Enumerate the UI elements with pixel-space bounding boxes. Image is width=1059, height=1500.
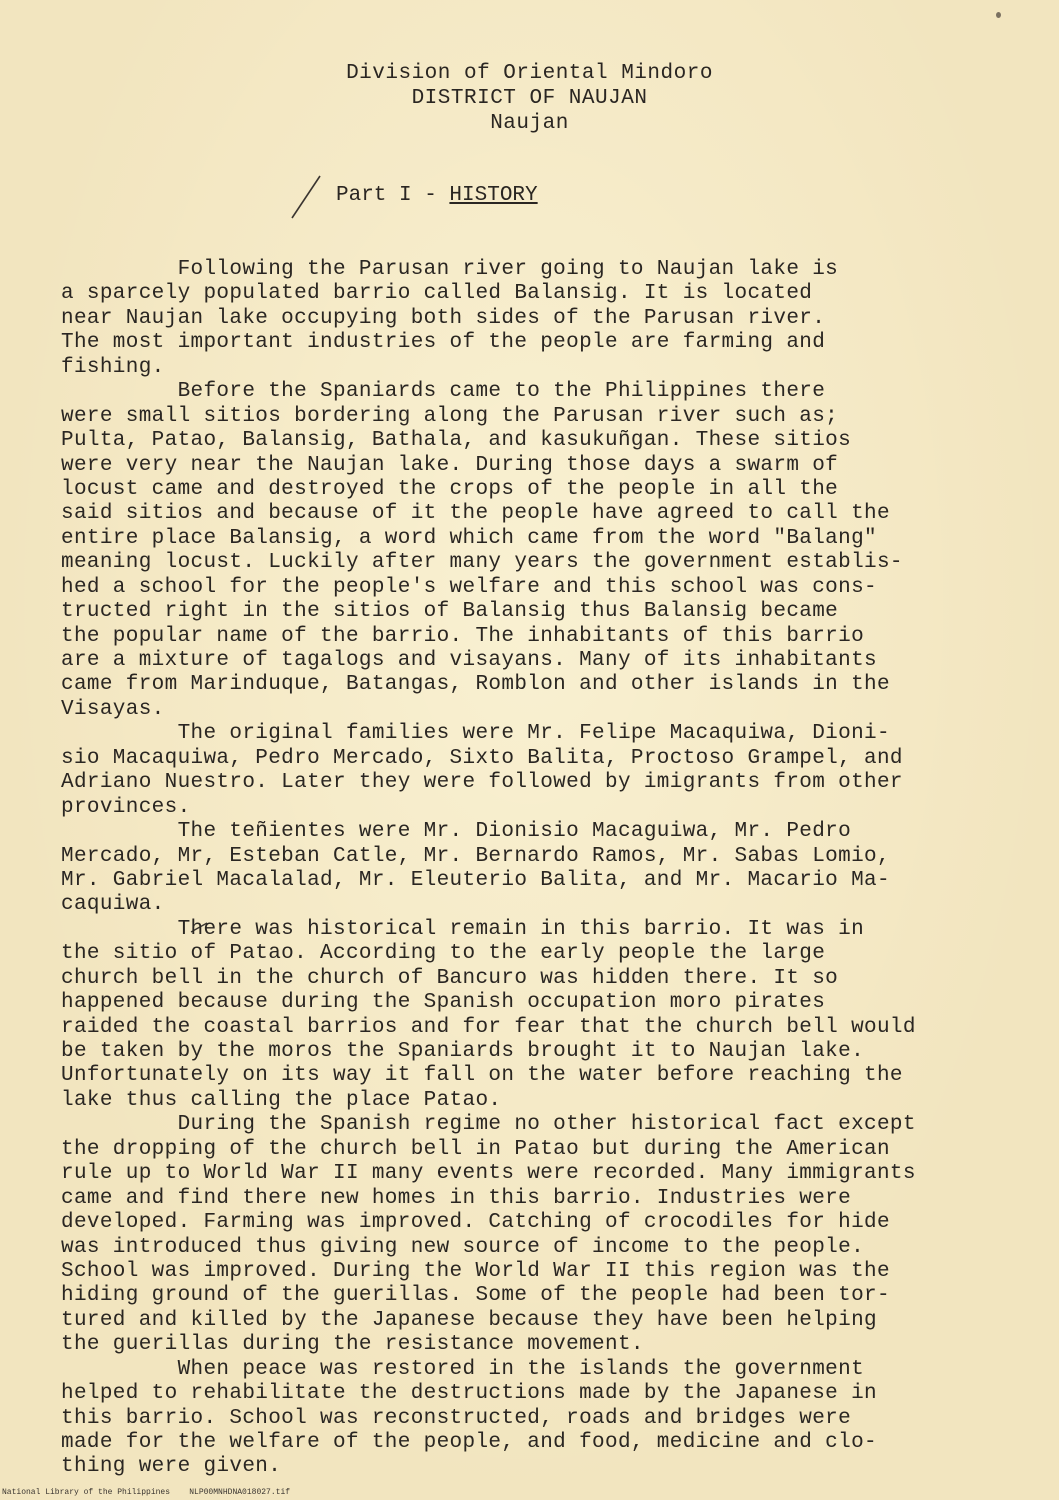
body-line: the popular name of the barrio. The inhabitants of this barrio	[61, 624, 865, 648]
body-line: sio Macaquiwa, Pedro Mercado, Sixto Balita, Proctoso Grampel, and	[61, 746, 903, 770]
paper-speck	[996, 12, 1001, 18]
body-line: near Naujan lake occupying both sides of the Parusan river.	[61, 306, 826, 330]
body-line: helped to rehabilitate the destructions made by the Japanese in	[61, 1382, 877, 1406]
district-line: DISTRICT OF NAUJAN	[411, 87, 648, 110]
part-prefix: Part I -	[336, 184, 450, 207]
body-line: Adriano Nuestro. Later they were followed by imigrants from other	[61, 771, 903, 795]
body-line: developed. Farming was improved. Catching of crocodiles for hide	[61, 1211, 890, 1235]
body-line: Pulta, Patao, Balansig, Bathala, and kasukuñgan. These sitios	[61, 429, 852, 453]
part-title: HISTORY	[449, 184, 538, 207]
body-line: hiding ground of the guerillas. Some of the people had been tor-	[61, 1284, 890, 1308]
body-line: Before the Spaniards came to the Philippines there	[61, 380, 826, 404]
body-line: caquiwa.	[61, 893, 165, 917]
body-line: meaning locust. Luckily after many years the government establis-	[61, 551, 903, 575]
body-line: The original families were Mr. Felipe Macaquiwa, Dioni-	[61, 722, 890, 746]
body-line: this barrio. School was reconstructed, roads and bridges were	[61, 1406, 852, 1430]
history-body-text	[61, 258, 1036, 1480]
body-line: came from Marinduque, Batangas, Romblon and other islands in the	[61, 673, 890, 697]
body-line: The most important industries of the people are farming and	[61, 331, 826, 355]
body-line: The teñientes were Mr. Dionisio Macaguiwa, Mr. Pedro	[61, 820, 852, 844]
body-line: thing were given.	[61, 1455, 282, 1479]
body-line: were very near the Naujan lake. During those days a swarm of	[61, 453, 839, 477]
body-line: Mercado, Mr, Esteban Catle, Mr. Bernardo Ramos, Mr. Sabas Lomio,	[61, 844, 890, 868]
body-line: locust came and destroyed the crops of the people in all the	[61, 477, 839, 501]
body-line: There was historical remain in this barrio. It was in	[61, 917, 865, 941]
body-line: the dropping of the church bell in Patao but during the American	[61, 1137, 890, 1161]
body-line: happened because during the Spanish occupation moro pirates	[61, 991, 826, 1015]
town-line: Naujan	[490, 112, 569, 135]
body-line: the sitio of Patao. According to the early people the large	[61, 942, 826, 966]
body-line: rule up to World War II many events were recorded. Many immigrants	[61, 1162, 916, 1186]
body-line: be taken by the moros the Spaniards brought it to Naujan lake.	[61, 1040, 865, 1063]
body-line: hed a school for the people's welfare and this school was cons-	[61, 575, 877, 599]
body-line: entire place Balansig, a word which came from the word "Balang"	[61, 526, 877, 550]
body-line: tured and killed by the Japanese because they have been helping	[61, 1308, 877, 1332]
body-line: the guerillas during the resistance movement.	[61, 1333, 644, 1357]
body-line: During the Spanish regime no other historical fact except	[61, 1113, 916, 1137]
body-line: was introduced thus giving new source of income to the people.	[61, 1235, 865, 1259]
division-line: Division of Oriental Mindoro	[346, 62, 713, 85]
body-line: a sparcely populated barrio called Balansig. It is located	[61, 282, 813, 306]
body-line: Unfortunately on its way it fall on the water before reaching the	[61, 1064, 903, 1088]
body-line: tructed right in the sitios of Balansig thus Balansig became	[61, 600, 839, 624]
body-line: Following the Parusan river going to Naujan lake is	[61, 258, 839, 281]
body-line: provinces.	[61, 795, 191, 819]
body-line: Mr. Gabriel Macalalad, Mr. Eleuterio Balita, and Mr. Macario Ma-	[61, 868, 890, 892]
body-line: fishing.	[61, 355, 165, 379]
body-line: said sitios and because of it the people have agreed to call the	[61, 502, 890, 526]
body-line: church bell in the church of Bancuro was hidden there. It so	[61, 966, 839, 990]
pen-slash-mark	[288, 174, 324, 220]
body-line: came and find there new homes in this barrio. Industries were	[61, 1186, 852, 1210]
body-line: are a mixture of tagalogs and visayans. Many of its inhabitants	[61, 649, 877, 672]
part-heading	[336, 184, 538, 207]
body-line: raided the coastal barrios and for fear that the church bell would	[61, 1015, 916, 1039]
body-line: were small sitios bordering along the Parusan river such as;	[61, 404, 839, 428]
scan-footer: National Library of the Philippines NLP00MNHDNA018027.tif	[2, 1488, 291, 1497]
body-line: made for the welfare of the people, and food, medicine and clo-	[61, 1431, 877, 1454]
body-line: When peace was restored in the islands the government	[61, 1357, 865, 1381]
body-line: lake thus calling the place Patao.	[61, 1088, 502, 1112]
body-line: School was improved. During the World War II this region was the	[61, 1259, 890, 1283]
body-line: Visayas.	[61, 697, 165, 721]
